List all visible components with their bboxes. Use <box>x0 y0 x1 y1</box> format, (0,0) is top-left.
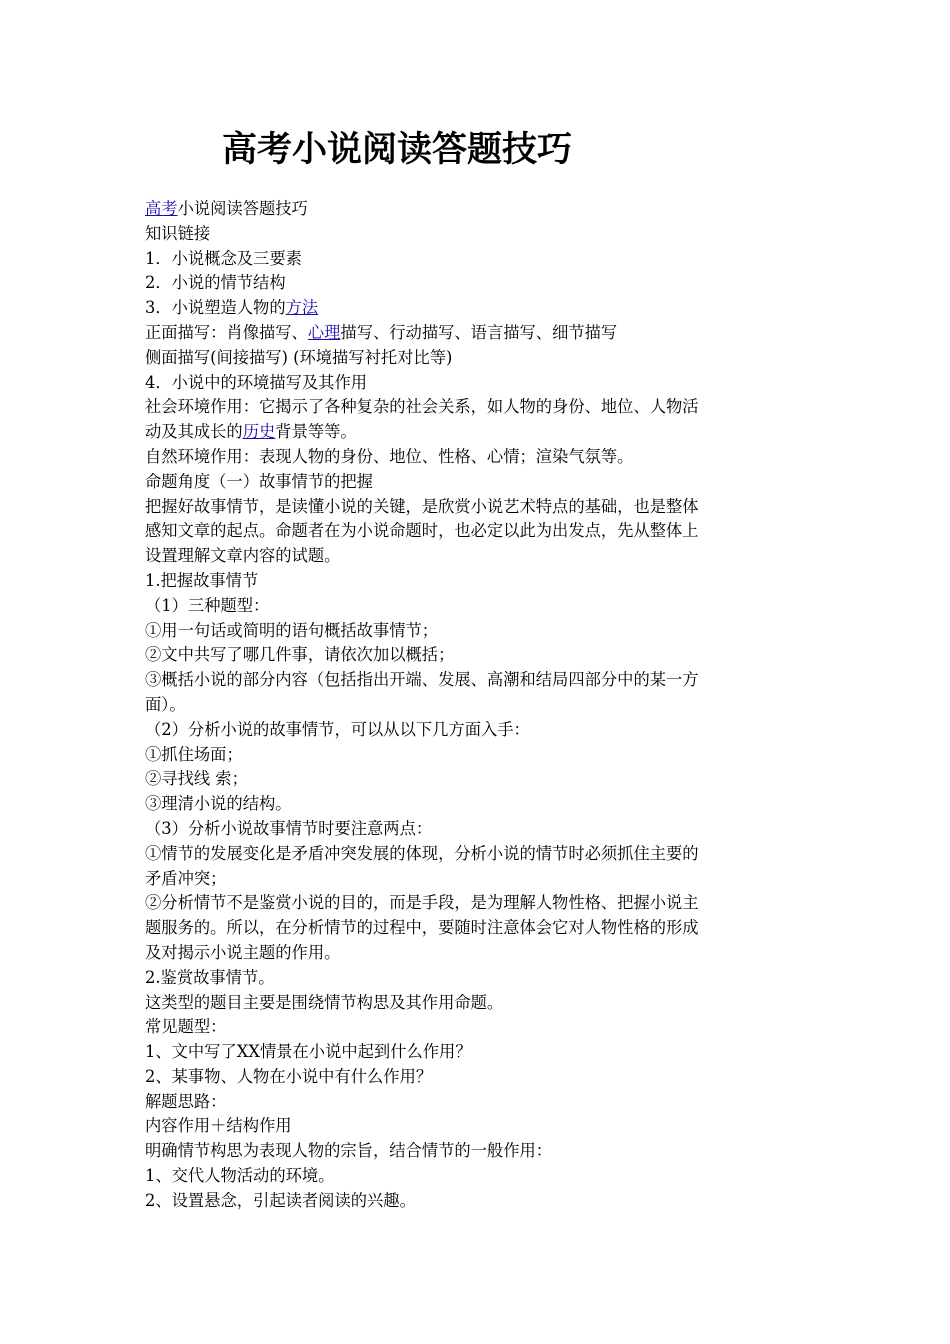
text-line <box>145 619 805 644</box>
document-body <box>145 197 805 1214</box>
text-line <box>145 197 805 222</box>
text-segment: 解题思路： <box>145 1091 227 1111</box>
inline-link[interactable]: 心理 <box>307 322 341 342</box>
text-segment: 内容作用＋结构作用 <box>145 1116 292 1136</box>
text-line <box>145 321 805 346</box>
text-segment: 题服务的。所以，在分析情节的过程中，要随时注意体会它对人物性格的形成 <box>145 918 699 938</box>
text-line <box>145 1114 805 1139</box>
document-title: 高考小说阅读答题技巧 <box>222 129 573 170</box>
text-line <box>145 891 805 916</box>
text-line <box>145 792 805 817</box>
text-line <box>145 247 805 272</box>
text-segment: 2．小说的情节结构 <box>145 273 286 293</box>
text-line <box>145 445 805 470</box>
text-segment: ②文中共写了哪几件事，请依次加以概括； <box>145 645 455 665</box>
text-line <box>145 767 805 792</box>
text-segment: 明确情节构思为表现人物的宗旨，结合情节的一般作用： <box>145 1141 553 1161</box>
inline-link[interactable]: 方法 <box>285 298 319 318</box>
text-segment: 自然环境作用：表现人物的身份、地位、性格、心情；渲染气氛等。 <box>145 446 634 466</box>
text-line <box>145 495 805 520</box>
text-segment: ③理清小说的结构。 <box>145 794 292 814</box>
text-line <box>145 594 805 619</box>
text-line <box>145 916 805 941</box>
text-segment: 矛盾冲突； <box>145 868 227 888</box>
inline-link[interactable]: 高考 <box>145 199 178 218</box>
text-segment: 知识链接 <box>145 223 211 243</box>
text-segment: 1、交代人物活动的环境。 <box>145 1166 335 1186</box>
text-segment: 常见题型： <box>145 1017 227 1037</box>
text-segment: 把握好故事情节，是读懂小说的关键，是欣赏小说艺术特点的基础，也是整体 <box>145 496 699 516</box>
text-line <box>145 1040 805 1065</box>
text-segment: 感知文章的起点。命题者在为小说命题时，也必定以此为出发点，先从整体上 <box>145 521 699 541</box>
text-segment: 描写、行动描写、语言描写、细节描写 <box>340 322 618 342</box>
text-line <box>145 718 805 743</box>
text-segment: 1、文中写了XX情景在小说中起到什么作用？ <box>145 1042 472 1062</box>
text-line <box>145 817 805 842</box>
text-line <box>145 991 805 1016</box>
text-segment: （2）分析小说的故事情节，可以从以下几方面入手： <box>145 719 530 739</box>
text-segment: 面）。 <box>145 694 186 714</box>
text-line <box>145 743 805 768</box>
text-line <box>145 1164 805 1189</box>
text-segment: ①情节的发展变化是矛盾冲突发展的体现，分析小说的情节时必须抓住主要的 <box>145 843 699 863</box>
text-line <box>145 1090 805 1115</box>
text-line <box>145 842 805 867</box>
text-line <box>145 544 805 569</box>
text-line <box>145 693 805 718</box>
inline-link[interactable]: 历史 <box>242 422 276 442</box>
text-segment: 3．小说塑造人物的 <box>145 298 286 318</box>
text-line <box>145 867 805 892</box>
text-line <box>145 222 805 247</box>
text-segment: 及对揭示小说主题的作用。 <box>145 942 341 962</box>
text-segment: 动及其成长的 <box>145 422 243 442</box>
text-segment: 背景等等。 <box>275 422 357 442</box>
text-line <box>145 966 805 991</box>
text-segment: 1．小说概念及三要素 <box>145 248 302 268</box>
text-line <box>145 1065 805 1090</box>
text-segment: 设置理解文章内容的试题。 <box>145 546 341 566</box>
text-segment: 1.把握故事情节 <box>145 570 259 590</box>
text-line <box>145 569 805 594</box>
text-line <box>145 420 805 445</box>
text-segment: ②分析情节不是鉴赏小说的目的，而是手段，是为理解人物性格、把握小说主 <box>145 893 699 913</box>
text-line <box>145 1139 805 1164</box>
text-line <box>145 1189 805 1214</box>
text-line <box>145 668 805 693</box>
text-line <box>145 643 805 668</box>
text-segment: 侧面描写(间接描写) (环境描写衬托对比等) <box>145 347 453 367</box>
text-line <box>145 346 805 371</box>
text-line <box>145 296 805 321</box>
text-segment: 正面描写：肖像描写、 <box>145 322 308 342</box>
text-segment: 2、某事物、人物在小说中有什么作用？ <box>145 1066 433 1086</box>
text-segment: 社会环境作用：它揭示了各种复杂的社会关系，如人物的身份、地位、人物活 <box>145 397 699 417</box>
text-segment: ②寻找线 索； <box>145 769 248 789</box>
text-line <box>145 395 805 420</box>
text-line <box>145 470 805 495</box>
text-segment: ①抓住场面； <box>145 744 243 764</box>
text-segment: 2.鉴赏故事情节。 <box>145 967 275 987</box>
text-line <box>145 941 805 966</box>
text-segment: ①用一句话或简明的语句概括故事情节； <box>145 620 439 640</box>
text-line <box>145 1015 805 1040</box>
text-segment: 小说阅读答题技巧 <box>177 199 308 218</box>
text-line <box>145 519 805 544</box>
text-segment: （1）三种题型： <box>145 595 270 615</box>
text-line <box>145 371 805 396</box>
text-segment: （3）分析小说故事情节时要注意两点： <box>145 818 433 838</box>
text-line <box>145 271 805 296</box>
text-segment: 命题角度（一）故事情节的把握 <box>145 471 373 491</box>
text-segment: 2、设置悬念，引起读者阅读的兴趣。 <box>145 1190 416 1210</box>
text-segment: 4．小说中的环境描写及其作用 <box>145 372 368 392</box>
text-segment: ③概括小说的部分内容（包括指出开端、发展、高潮和结局四部分中的某一方 <box>145 670 699 690</box>
text-segment: 这类型的题目主要是围绕情节构思及其作用命题。 <box>145 992 504 1012</box>
